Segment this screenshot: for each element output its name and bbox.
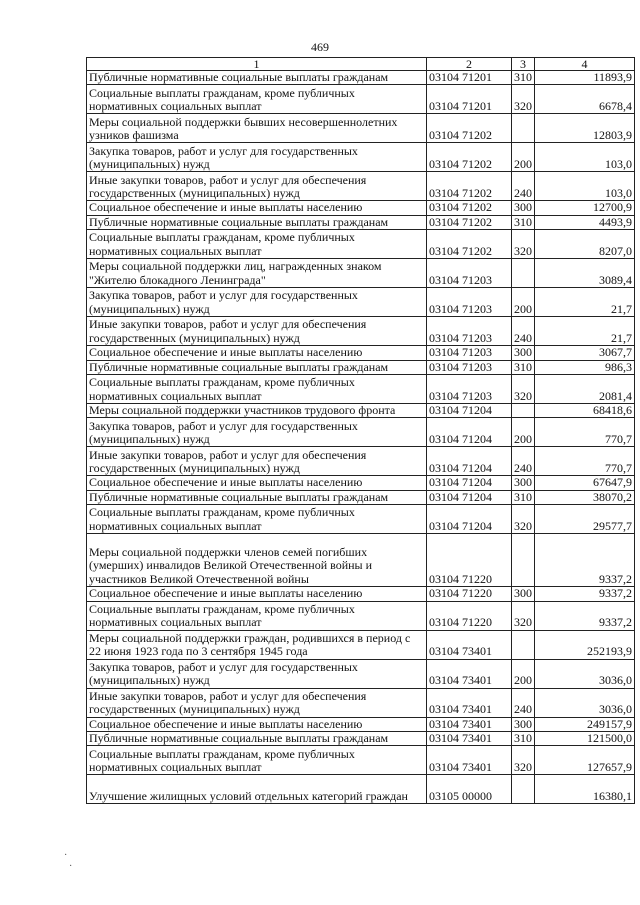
row-amount-cell: 127657,9 — [535, 746, 635, 775]
row-kvr-cell: 240 — [512, 688, 535, 717]
row-code-cell: 03105 00000 — [427, 775, 512, 804]
row-name-cell: Социальные выплаты гражданам, кроме публичных нормативных социальных выплат — [87, 746, 427, 775]
row-kvr-cell — [512, 259, 535, 288]
row-code-cell: 03104 71203 — [427, 259, 512, 288]
row-code-cell: 03104 73401 — [427, 717, 512, 731]
row-amount-cell: 6678,4 — [535, 85, 635, 114]
row-kvr-cell: 320 — [512, 85, 535, 114]
row-kvr-cell — [512, 775, 535, 804]
table-row — [87, 447, 635, 476]
row-code-cell: 03104 73401 — [427, 630, 512, 659]
row-amount-cell: 16380,1 — [535, 775, 635, 804]
row-amount-cell: 38070,2 — [535, 490, 635, 504]
table-row — [87, 215, 635, 229]
row-amount-cell: 252193,9 — [535, 630, 635, 659]
row-kvr-cell: 310 — [512, 490, 535, 504]
row-code-cell: 03104 71202 — [427, 215, 512, 229]
row-kvr-cell: 200 — [512, 288, 535, 317]
table-row — [87, 476, 635, 490]
row-name-cell: Социальное обеспечение и иные выплаты населению — [87, 346, 427, 360]
table-row — [87, 172, 635, 201]
row-amount-cell: 9337,2 — [535, 534, 635, 587]
row-code-cell: 03104 71204 — [427, 447, 512, 476]
table-row — [87, 630, 635, 659]
row-kvr-cell: 300 — [512, 717, 535, 731]
row-name-cell: Меры социальной поддержки бывших несовершеннолетних узников фашизма — [87, 114, 427, 143]
header-col-4: 4 — [535, 58, 635, 71]
row-amount-cell: 103,0 — [535, 172, 635, 201]
row-code-cell: 03104 71201 — [427, 71, 512, 85]
row-code-cell: 03104 71203 — [427, 346, 512, 360]
table-row — [87, 659, 635, 688]
table-row — [87, 288, 635, 317]
table-row — [87, 360, 635, 374]
row-amount-cell: 2081,4 — [535, 375, 635, 404]
table-row — [87, 259, 635, 288]
row-name-cell: Закупка товаров, работ и услуг для государственных (муниципальных) нужд — [87, 418, 427, 447]
row-code-cell: 03104 71220 — [427, 587, 512, 601]
row-kvr-cell: 300 — [512, 346, 535, 360]
row-code-cell: 03104 71204 — [427, 505, 512, 534]
row-amount-cell: 3036,0 — [535, 688, 635, 717]
row-kvr-cell: 320 — [512, 230, 535, 259]
row-name-cell: Социальное обеспечение и иные выплаты населению — [87, 587, 427, 601]
row-kvr-cell: 310 — [512, 71, 535, 85]
table-row — [87, 601, 635, 630]
row-code-cell: 03104 71203 — [427, 375, 512, 404]
budget-table — [86, 57, 635, 804]
row-name-cell: Социальные выплаты гражданам, кроме публичных нормативных социальных выплат — [87, 505, 427, 534]
row-amount-cell: 3036,0 — [535, 659, 635, 688]
row-name-cell: Публичные нормативные социальные выплаты гражданам — [87, 360, 427, 374]
row-amount-cell: 3089,4 — [535, 259, 635, 288]
row-code-cell: 03104 71201 — [427, 85, 512, 114]
row-code-cell: 03104 71204 — [427, 418, 512, 447]
table-row — [87, 317, 635, 346]
table-row — [87, 114, 635, 143]
row-kvr-cell: 320 — [512, 505, 535, 534]
row-amount-cell: 12700,9 — [535, 201, 635, 215]
row-kvr-cell — [512, 114, 535, 143]
row-code-cell: 03104 71220 — [427, 534, 512, 587]
row-code-cell: 03104 71203 — [427, 317, 512, 346]
row-amount-cell: 4493,9 — [535, 215, 635, 229]
row-amount-cell: 8207,0 — [535, 230, 635, 259]
row-code-cell: 03104 71202 — [427, 114, 512, 143]
row-code-cell: 03104 71202 — [427, 143, 512, 172]
table-row — [87, 490, 635, 504]
row-amount-cell: 121500,0 — [535, 732, 635, 746]
row-amount-cell: 21,7 — [535, 288, 635, 317]
row-code-cell: 03104 73401 — [427, 746, 512, 775]
header-col-1: 1 — [87, 58, 427, 71]
row-amount-cell: 29577,7 — [535, 505, 635, 534]
row-code-cell: 03104 71220 — [427, 601, 512, 630]
row-kvr-cell: 240 — [512, 317, 535, 346]
row-code-cell: 03104 73401 — [427, 659, 512, 688]
row-kvr-cell: 320 — [512, 601, 535, 630]
row-amount-cell: 12803,9 — [535, 114, 635, 143]
header-col-2: 2 — [427, 58, 512, 71]
row-code-cell: 03104 73401 — [427, 688, 512, 717]
table-header-row — [87, 58, 635, 71]
row-name-cell: Иные закупки товаров, работ и услуг для обеспечения государственных (муниципальных) нужд — [87, 172, 427, 201]
row-kvr-cell: 240 — [512, 447, 535, 476]
row-kvr-cell: 310 — [512, 215, 535, 229]
row-name-cell: Меры социальной поддержки участников трудового фронта — [87, 404, 427, 418]
row-kvr-cell: 300 — [512, 201, 535, 215]
row-name-cell: Социальное обеспечение и иные выплаты населению — [87, 201, 427, 215]
row-kvr-cell — [512, 404, 535, 418]
row-name-cell: Публичные нормативные социальные выплаты гражданам — [87, 215, 427, 229]
table-row — [87, 688, 635, 717]
row-name-cell: Социальные выплаты гражданам, кроме публичных нормативных социальных выплат — [87, 601, 427, 630]
row-code-cell: 03104 71203 — [427, 360, 512, 374]
row-kvr-cell: 200 — [512, 143, 535, 172]
row-kvr-cell: 320 — [512, 375, 535, 404]
row-kvr-cell: 300 — [512, 587, 535, 601]
row-kvr-cell — [512, 534, 535, 587]
row-code-cell: 03104 71204 — [427, 404, 512, 418]
table-row — [87, 230, 635, 259]
row-amount-cell: 103,0 — [535, 143, 635, 172]
row-name-cell: Закупка товаров, работ и услуг для государственных (муниципальных) нужд — [87, 659, 427, 688]
row-code-cell: 03104 71203 — [427, 288, 512, 317]
table-row — [87, 534, 635, 587]
table-row — [87, 71, 635, 85]
row-code-cell: 03104 71202 — [427, 201, 512, 215]
row-name-cell: Меры социальной поддержки граждан, родившихся в период с 22 июня 1923 года по 3 сентября 1945 года — [87, 630, 427, 659]
row-kvr-cell — [512, 630, 535, 659]
row-amount-cell: 11893,9 — [535, 71, 635, 85]
row-name-cell: Меры социальной поддержки лиц, награжденных знаком "Жителю блокадного Ленинграда" — [87, 259, 427, 288]
row-amount-cell: 9337,2 — [535, 587, 635, 601]
table-row — [87, 375, 635, 404]
table-row — [87, 85, 635, 114]
table-row — [87, 346, 635, 360]
table-row — [87, 404, 635, 418]
row-amount-cell: 68418,6 — [535, 404, 635, 418]
row-amount-cell: 986,3 — [535, 360, 635, 374]
page-number: 469 — [311, 40, 329, 54]
table-row — [87, 732, 635, 746]
row-amount-cell: 9337,2 — [535, 601, 635, 630]
row-name-cell: Публичные нормативные социальные выплаты гражданам — [87, 71, 427, 85]
row-name-cell: Меры социальной поддержки членов семей погибших (умерших) инвалидов Великой Отечественной войны и участников Великой Отечественной войны — [87, 534, 427, 587]
table-row — [87, 775, 635, 804]
scan-specks: · · — [64, 850, 73, 872]
header-col-3: 3 — [512, 58, 535, 71]
table-row — [87, 201, 635, 215]
row-kvr-cell: 240 — [512, 172, 535, 201]
row-kvr-cell: 200 — [512, 659, 535, 688]
row-code-cell: 03104 71202 — [427, 230, 512, 259]
row-amount-cell: 770,7 — [535, 418, 635, 447]
row-name-cell: Социальные выплаты гражданам, кроме публичных нормативных социальных выплат — [87, 85, 427, 114]
row-kvr-cell: 300 — [512, 476, 535, 490]
row-amount-cell: 3067,7 — [535, 346, 635, 360]
row-kvr-cell: 320 — [512, 746, 535, 775]
row-name-cell: Социальное обеспечение и иные выплаты населению — [87, 476, 427, 490]
table-row — [87, 717, 635, 731]
row-amount-cell: 67647,9 — [535, 476, 635, 490]
row-kvr-cell: 310 — [512, 732, 535, 746]
row-name-cell: Закупка товаров, работ и услуг для государственных (муниципальных) нужд — [87, 143, 427, 172]
row-amount-cell: 770,7 — [535, 447, 635, 476]
table-row — [87, 505, 635, 534]
row-code-cell: 03104 73401 — [427, 732, 512, 746]
row-kvr-cell: 310 — [512, 360, 535, 374]
row-name-cell: Социальные выплаты гражданам, кроме публичных нормативных социальных выплат — [87, 375, 427, 404]
row-name-cell: Публичные нормативные социальные выплаты гражданам — [87, 732, 427, 746]
row-code-cell: 03104 71204 — [427, 490, 512, 504]
row-name-cell: Социальное обеспечение и иные выплаты населению — [87, 717, 427, 731]
row-name-cell: Улучшение жилищных условий отдельных категорий граждан — [87, 775, 427, 804]
table-row — [87, 587, 635, 601]
row-name-cell: Публичные нормативные социальные выплаты гражданам — [87, 490, 427, 504]
row-code-cell: 03104 71204 — [427, 476, 512, 490]
row-code-cell: 03104 71202 — [427, 172, 512, 201]
row-amount-cell: 249157,9 — [535, 717, 635, 731]
row-name-cell: Закупка товаров, работ и услуг для государственных (муниципальных) нужд — [87, 288, 427, 317]
row-name-cell: Социальные выплаты гражданам, кроме публичных нормативных социальных выплат — [87, 230, 427, 259]
row-name-cell: Иные закупки товаров, работ и услуг для обеспечения государственных (муниципальных) нужд — [87, 688, 427, 717]
row-name-cell: Иные закупки товаров, работ и услуг для обеспечения государственных (муниципальных) нужд — [87, 447, 427, 476]
row-amount-cell: 21,7 — [535, 317, 635, 346]
row-name-cell: Иные закупки товаров, работ и услуг для обеспечения государственных (муниципальных) нужд — [87, 317, 427, 346]
table-row — [87, 746, 635, 775]
table-row — [87, 143, 635, 172]
row-kvr-cell: 200 — [512, 418, 535, 447]
table-row — [87, 418, 635, 447]
